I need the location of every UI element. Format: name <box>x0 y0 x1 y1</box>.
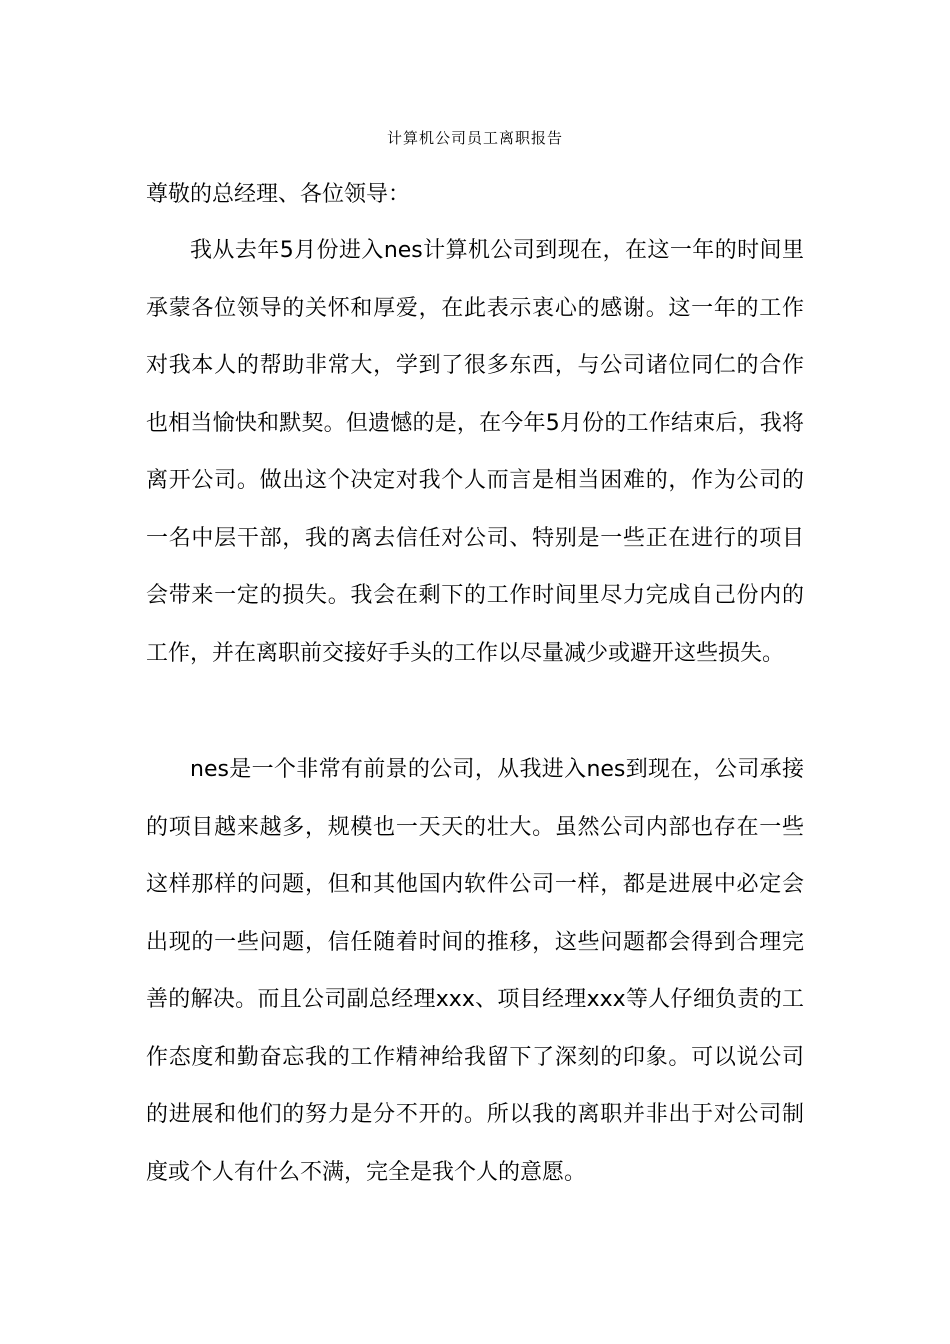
body-paragraph: nes是一个非常有前景的公司，从我进入nes到现在，公司承接的项目越来越多，规模也一天天的壮大。虽然公司内部也存在一些这样那样的问题，但和其他国内软件公司一样，都是进展中必定会出现的一些问题，信任随着时间的推移，这些问题都会得到合理完善的解决。而且公司副总经理xxx、项目经理xxx等人仔细负责的工作态度和勤奋忘我的工作精神给我留下了深刻的印象。可以说公司的进展和他们的努力是分不开的。所以我的离职并非出于对公司制度或个人有什么不满，完全是我个人的意愿。 <box>146 757 804 1185</box>
salutation: 尊敬的总经理、各位领导： <box>146 182 411 207</box>
document-title: 计算机公司员工离职报告 <box>386 129 563 147</box>
body-paragraph: 我从去年5月份进入nes计算机公司到现在，在这一年的时间里承蒙各位领导的关怀和厚爱，在此表示衷心的感谢。这一年的工作对我本人的帮助非常大，学到了很多东西，与公司诸位同仁的合作也相当愉快和默契。但遗憾的是，在今年5月份的工作结束后，我将离开公司。做出这个决定对我个人而言是相当困难的，作为公司的一名中层干部，我的离去信任对公司、特别是一些正在进行的项目会带来一定的损失。我会在剩下的工作时间里尽力完成自己份内的工作，并在离职前交接好手头的工作以尽量减少或避开这些损失。 <box>146 238 804 666</box>
